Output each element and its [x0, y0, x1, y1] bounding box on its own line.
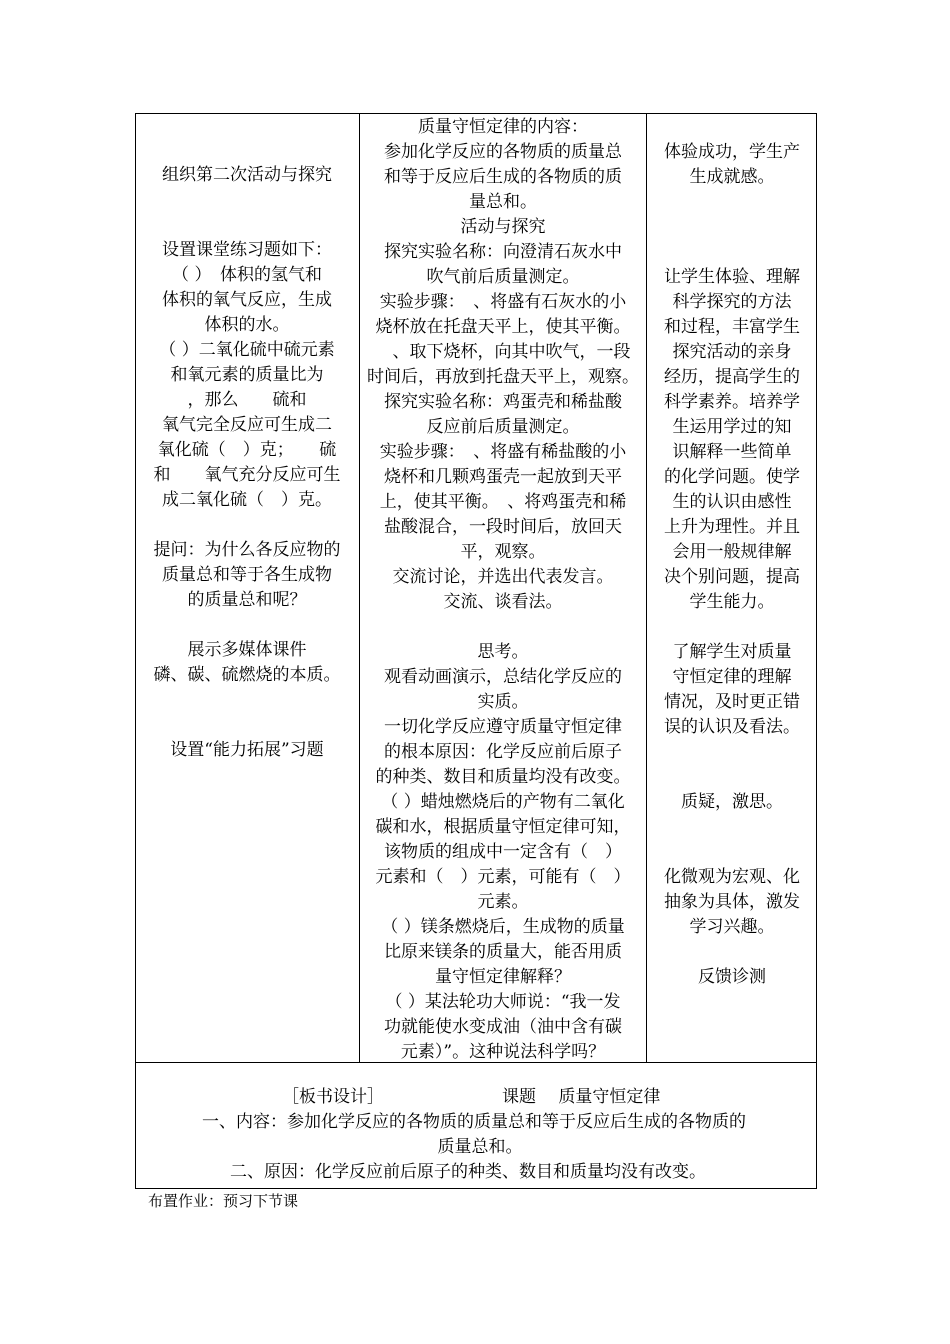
text-line: 和 氧气充分反应可生	[153, 465, 341, 485]
text-line: 抽象为具体，激发	[664, 892, 800, 912]
text-line: 量总和。	[469, 192, 537, 212]
text-line: 吹气前后质量测定。	[426, 267, 580, 287]
teacher-activity-column	[140, 163, 354, 763]
text-line: 会用一般规律解	[672, 542, 792, 562]
text-line: 磷、碳、硫燃烧的本质。	[153, 665, 341, 685]
text-line: 元素）”。这种说法科学吗？	[400, 1042, 606, 1062]
text-line: 生的认识由感性	[672, 492, 792, 512]
text-line: 组织第二次活动与探究	[162, 165, 332, 185]
text-line: 一切化学反应遵守质量守恒定律	[384, 717, 622, 737]
column-divider-1	[359, 113, 360, 1062]
board-design	[150, 1085, 810, 1185]
text-line: 烧杯和几颗鸡蛋壳一起放到天平	[384, 467, 622, 487]
board-topic: 课题 质量守恒定律	[502, 1087, 661, 1107]
text-line: 和氧元素的质量比为	[170, 365, 324, 385]
text-line: 实质。	[477, 692, 529, 712]
student-activity-column	[363, 115, 643, 1065]
text-line: 设置“能力拓展”习题	[170, 740, 324, 760]
text-line: 误的认识及看法。	[664, 717, 800, 737]
text-line: 体积的氧气反应，生成	[162, 290, 332, 310]
text-line: 活动与探究	[460, 217, 546, 237]
text-line: 参加化学反应的各物质的质量总	[384, 142, 622, 162]
text-line: 让学生体验、理解	[664, 267, 800, 287]
text-line: 的根本原因：化学反应前后原子	[384, 742, 622, 762]
text-line: 元素和（ ）元素，可能有（ ）	[375, 867, 631, 887]
text-line: 思考。	[477, 642, 529, 662]
text-line: 探究实验名称：鸡蛋壳和稀盐酸	[384, 392, 622, 412]
text-line: 守恒定律的理解	[672, 667, 792, 687]
text-line: 设置课堂练习题如下：	[162, 240, 332, 260]
text-line: 体积的水。	[204, 315, 290, 335]
text-line: 观看动画演示，总结化学反应的	[384, 667, 622, 687]
text-line: （ ）镁条燃烧后，生成物的质量	[381, 917, 625, 937]
board-line: 质量总和。	[437, 1137, 523, 1157]
text-line: 氧气完全反应可生成二	[162, 415, 332, 435]
text-line: 情况，及时更正错	[664, 692, 800, 712]
text-line: 的化学问题。使学	[664, 467, 800, 487]
text-line: 烧杯放在托盘天平上，使其平衡。	[375, 317, 631, 337]
text-line: 的种类、数目和质量均没有改变。	[375, 767, 631, 787]
text-line: 质疑，激思。	[681, 792, 783, 812]
text-line: 和过程，丰富学生	[664, 317, 800, 337]
text-line: 功就能使水变成油（油中含有碳	[384, 1017, 622, 1037]
text-line: （ ） 体积的氢气和	[172, 265, 322, 285]
text-line: 交流讨论，并选出代表发言。	[392, 567, 614, 587]
text-line: 生成就感。	[689, 167, 775, 187]
text-line: 盐酸混合，一段时间后，放回天	[384, 517, 622, 537]
text-line: 成二氧化硫（ ）克。	[162, 490, 332, 510]
text-line: 化微观为宏观、化	[664, 867, 800, 887]
text-line: 探究实验名称：向澄清石灰水中	[384, 242, 622, 262]
text-line: 体验成功，学生产	[664, 142, 800, 162]
text-line: 、取下烧杯，向其中吹气，一段	[375, 342, 631, 362]
text-line: 科学探究的方法	[672, 292, 792, 312]
text-line: 质量守恒定律的内容：	[418, 117, 588, 137]
text-line: 学生能力。	[689, 592, 775, 612]
text-line: 反馈诊测	[698, 967, 766, 987]
text-line: 质量总和等于各生成物	[162, 565, 332, 585]
text-line: 比原来镁条的质量大，能否用质	[384, 942, 622, 962]
text-line: （ ）某法轮功大师说：“我一发	[385, 992, 621, 1012]
text-line: 学习兴趣。	[689, 917, 775, 937]
text-line: 上升为理性。并且	[664, 517, 800, 537]
text-line: 和等于反应后生成的各物质的质	[384, 167, 622, 187]
column-divider-2	[646, 113, 647, 1062]
text-line: 元素。	[477, 892, 529, 912]
board-line: 二、原因：化学反应前后原子的种类、数目和质量均没有改变。	[230, 1162, 706, 1182]
text-line: 反应前后质量测定。	[426, 417, 580, 437]
text-line: 科学素养。培养学	[664, 392, 800, 412]
text-line: 时间后，再放到托盘天平上，观察。	[367, 367, 639, 387]
text-line: 经历，提高学生的	[664, 367, 800, 387]
homework-note: 布置作业：预习下节课	[148, 1192, 299, 1210]
text-line: 提问：为什么各反应物的	[153, 540, 341, 560]
text-line: 展示多媒体课件	[187, 640, 307, 660]
text-line: 上，使其平衡。 、将鸡蛋壳和稀	[379, 492, 627, 512]
text-line: 识解释一些简单	[672, 442, 792, 462]
text-line: 探究活动的亲身	[672, 342, 792, 362]
text-line: （ ）蜡烛燃烧后的产物有二氧化	[381, 792, 625, 812]
text-line: 实验步骤： 、将盛有石灰水的小	[379, 292, 627, 312]
text-line: 生运用学过的知	[672, 417, 792, 437]
text-line: 该物质的组成中一定含有（ ）	[384, 842, 622, 862]
text-line: 碳和水，根据质量守恒定律可知，	[375, 817, 631, 837]
text-line: ，那么 硫和	[187, 390, 307, 410]
board-heading: ［板书设计］	[282, 1087, 384, 1107]
text-line: （ ）二氧化硫中硫元素	[159, 340, 335, 360]
text-line: 的质量总和呢？	[187, 590, 307, 610]
text-line: 交流、谈看法。	[443, 592, 563, 612]
text-line: 实验步骤： 、将盛有稀盐酸的小	[379, 442, 627, 462]
text-line: 平，观察。	[460, 542, 546, 562]
text-line: 决个别问题，提高	[664, 567, 800, 587]
text-line: 量守恒定律解释？	[435, 967, 571, 987]
text-line: 氧化硫（ ）克； 硫	[157, 440, 337, 460]
design-intent-column	[650, 140, 814, 990]
board-line: 一、内容：参加化学反应的各物质的质量总和等于反应后生成的各物质的	[202, 1112, 746, 1132]
text-line: 了解学生对质量	[672, 642, 792, 662]
